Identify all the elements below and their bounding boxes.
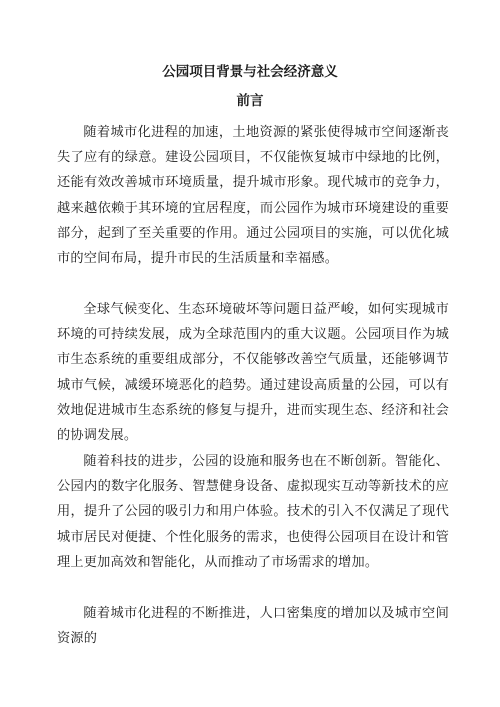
document-title: 公园项目背景与社会经济意义 <box>162 64 338 80</box>
paragraph-1: 随着城市化进程的加速，土地资源的紧张使得城市空间逐渐丧失了应有的绿意。建设公园项目，不仅能恢复城市中绿地的比例，还能有效改善城市环境质量，提升城市形象。现代城市的竞争力，越来越依赖于其环境的宜居程度，而公园作为城市环境建设的重要部分，起到了至关重要的作用。通过公园项目的实施，可以优化城市的空间布局，提升市民的生活质量和幸福感。 <box>57 125 449 267</box>
paragraph-4: 随着城市化进程的不断推进，人口密集度的增加以及城市空间资源的 <box>57 606 449 647</box>
section-heading-preface: 前言 <box>236 93 264 109</box>
paragraph-3: 随着科技的进步，公园的设施和服务也在不断创新。智能化、公园内的数字化服务、智慧健身设备、虚拟现实互动等新技术的应用，提升了公园的吸引力和用户体验。技术的引入不仅满足了现代城市居民对便捷、个性化服务的需求，也使得公园项目在设计和管理上更加高效和智能化，从而推动了市场需求的增加。 <box>57 454 449 570</box>
paragraph-2: 全球气候变化、生态环境破坏等问题日益严峻，如何实现城市环境的可持续发展，成为全球范围内的重大议题。公园项目作为城市生态系统的重要组成部分，不仅能够改善空气质量，还能够调节城市气候，减缓环境恶化的趋势。通过建设高质量的公园，可以有效地促进城市生态系统的修复与提升，进而实现生态、经济和社会的协调发展。 <box>57 302 449 444</box>
